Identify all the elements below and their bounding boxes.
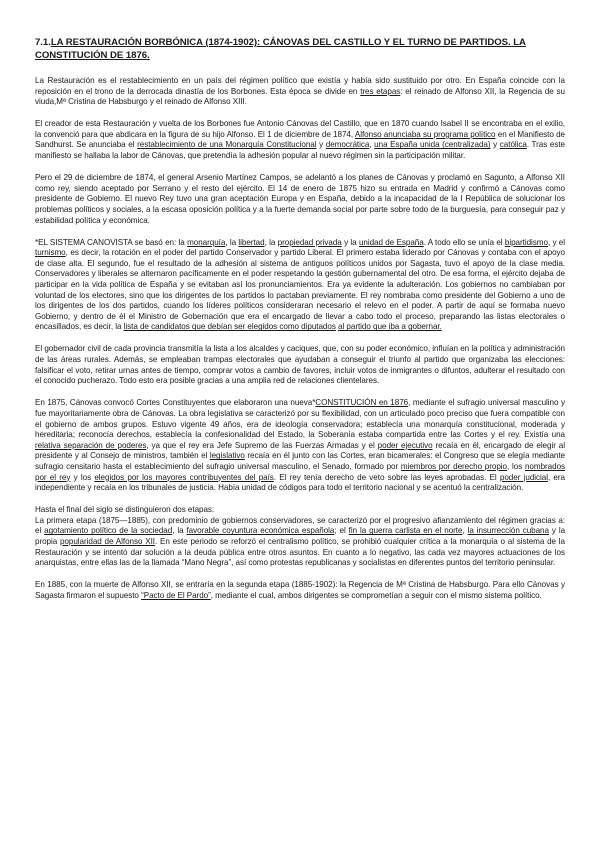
underlined-term: CONSTITUCIÓN en 1876	[315, 398, 409, 408]
underlined-term: legislativo	[209, 451, 245, 461]
title-text: LA RESTAURACIÓN BORBÓNICA (1874-1902): CÁNOVAS DEL CASTILLO Y EL TURNO DE PARTIDOS. LA CONSTITUCIÓN DE 1876.	[35, 37, 526, 61]
underlined-term: restablecimiento de una Monarquía Constitucional	[137, 140, 317, 150]
paragraph-sistema-canovista: *EL SISTEMA CANOVISTA se basó en: la monarquía, la libertad, la propiedad privada y la unidad de España. A todo ello se unía el bipartidismo, y el turnismo, es decir, la rotación en el poder del partido Conservador y partido Liberal. El primero estaba liderado por Cánovas y contaba con el apoyo de clase alta. El segundo, fue el resultado de la adhesión al sistema de antiguos políticos unidos por Sagasta, tuvo el apoyo de la clase media. Conservadores y liberales se alternaron pacíficamente en el poder respetando la gestión gubernamental del otro. De esa forma, el ejército dejaba de participar en la vida política de España y se evitaban así los pronunciamientos. Era ya evidente la adulteración. Los gobiernos no cambiaban por voluntad de los electores, sino que los dirigentes de los partidos lo pactaban previamente. El rey nombraba como presidente del Gobierno a uno de los dirigentes de los dos partidos, cuando los líderes políticos consideraran necesario el relevo en el poder. A partir de aquí se formaba nuevo Gobierno, y dentro de él el Ministro de Gobernación que era el encargado de llevar a cabo todo el proceso, preparando las listas electorales o encasillados, es decir, la lista de candidatos que debían ser elegidos como diputados al partido que iba a gobernar.	[35, 237, 566, 332]
paragraph-intro: La Restauración es el restablecimiento en un país del régimen político que existía y había sido sustituido por otro. En España coincide con la reposición en el trono de la derrocada dinastía de los Borbones. Esta época se divide en tres etapas: el reinado de Alfonso XII, la Regencia de su viuda,Mª Cristina de Habsburgo y el reinado de Alfonso XIII.	[35, 76, 565, 107]
paragraph-canovas: El creador de esta Restauración y vuelta de los Borbones fue Antonio Cánovas del Castillo, que en 1870 cuando Isabel II se encontraba en el exilio, la convenció para que abdicara en la figura de su hijo Alfonso. El 1 de diciembre de 1874, Alfonso anunciaba su programa político en el Manifiesto de Sandhurst. Se anunciaba el restablecimiento de una Monarquía Constitucional y democrática, una España unida (centralizada) y católica. Tras este manifiesto se hallaba la labor de Cánovas, que pretendía la adhesión popular al nuevo régimen sin la participación militar.	[35, 119, 565, 161]
page-title	[35, 36, 565, 62]
section-number: 7.1.	[35, 37, 51, 48]
paragraph-primera-etapa: La primera etapa (1875—1885), con predominio de gobiernos conservadores, se caracterizó por el progresivo afianzamiento del régimen gracias a: el agotamiento político de la sociedad, la favorable coyuntura económica española; el fin la guerra carlista en el norte, la insurrección cubana y la propia popularidad de Alfonso XII. En este periodo se reforzó el centralismo político, se prohibió cualquier crítica a la monarquía o al sistema de la Restauración y se intentó dar solución a la deuda pública entre otros asuntos. En cuanto a lo negativo, las cada vez mayores actuaciones de los anarquistas, entre ellas las de la llamada “Mano Negra”, así como protestas republicanas y socialistas en diferentes puntos del territorio peninsular.	[35, 515, 566, 568]
underlined-term: la insurrección cubana	[467, 526, 549, 536]
underlined-term: democrática	[325, 140, 370, 150]
underlined-term: agotamiento político de la sociedad	[44, 526, 173, 536]
underlined-term: turnismo	[35, 248, 66, 258]
underlined-term: Alfonso anunciaba su programa político	[354, 129, 496, 139]
underlined-term: al partido que iba a gobernar.	[338, 322, 442, 332]
underlined-term: unidad de España	[358, 237, 424, 247]
paragraph-etapas-heading: Hasta el final del siglo se distinguieron dos etapas:	[35, 505, 215, 515]
paragraph-segunda-etapa: En 1885, con la muerte de Alfonso XII, se entraría en la segunda etapa (1885-1902): la Regencia de Mª Cristina de Habsburgo. Para ello Cánovas y Sagasta firmaron el supuesto “Pacto de El Pardo”, mediante el cual, ambos dirigentes se comprometían a seguir con el mismo sistema político.	[35, 580, 565, 600]
underlined-term: propiedad privada	[277, 237, 342, 247]
underlined-term: poder judicial	[499, 472, 548, 482]
underlined-term: libertad	[238, 237, 265, 247]
underlined-term: popularidad de Alfonso XII	[60, 536, 155, 546]
underlined-term: fin la guerra carlista en el norte	[348, 526, 463, 536]
underlined-term: nombrados por el rey	[35, 461, 566, 482]
document-page	[35, 36, 565, 601]
underlined-term: tres etapas	[360, 86, 401, 96]
underlined-term: monarquía	[187, 237, 226, 247]
underlined-term: miembros por derecho propio	[400, 461, 508, 471]
underlined-term: bipartidismo	[504, 237, 548, 247]
underlined-term: elegidos por los mayores contribuyentes del país	[94, 472, 274, 482]
paragraph-caciquismo: El gobernador civil de cada provincia transmitía la lista a los alcaldes y caciques, que, con su poder económico, influían en la política y administración de las áreas rurales. Además, se empleaban trampas electorales que ayudaban a conseguir el triunfo al partido que organizaba las elecciones: falsificar el voto, retirar urnas antes de tiempo, comprar votos a cambio de favores, incluir votos de inmigrantes o difuntos, adulterar el resultado con el conocido pucherazo. Todo esto era posible gracias a una amplia red de relaciones clientelares.	[35, 344, 565, 386]
underlined-term: católica	[499, 140, 527, 150]
paragraph-proclamation: Pero el 29 de diciembre de 1874, el general Arsenio Martínez Campos, se adelantó a los planes de Cánovas y proclamó en Sagunto, a Alfonso XII como rey, siendo aceptado por Serrano y el resto del ejército. El 14 de enero de 1875 hizo su entrada en Madrid y confirmó a Cánovas como presidente de Gobierno. El nuevo Rey tuvo una gran aceptación Europa y en España, debido a la incapacidad de la I República de solucionar los problemas políticos y sociales, a la escasa oposición política y a la fuerte demanda social por parte sobre todo de la burguesía, para conseguir paz y estabilidad política y económica.	[35, 173, 565, 225]
underlined-term: “Pacto de El Pardo”	[141, 590, 211, 600]
underlined-term: poder ejecutivo	[377, 440, 433, 450]
underlined-term: relativa separación de poderes	[35, 440, 147, 450]
paragraph-constitucion: En 1875, Cánovas convocó Cortes Constituyentes que elaboraron una nueva*CONSTITUCIÓN en 1876, mediante el sufragio universal masculino y fue mayoritariamente obra de Cánovas. La obra legislativa se caracterizó por su flexibilidad, con un articulado poco preciso que fuera compatible con el gobierno de ambos grupos. Estuvo vigente 49 años, era de ideología conservadora; establecía una monarquía constitucional, moderada y hereditaria; reconocía derechos, establecía la confesionalidad del Estado, la Soberanía estaba compartida entre las Cortes y el rey. Existía una relativa separación de poderes, ya que el rey era Jefe Supremo de las Fuerzas Armadas y el poder ejecutivo recaía en él, encargado de elegir al presidente y al Consejo de ministros, también el legislativo recaía en él junto con las Cortes, eran bicamerales: el Congreso que se elegía mediante sufragio censitario hasta el establecimiento del sufragio universal masculino, el Senado, formado por miembros por derecho propio, los nombrados por el rey y los elegidos por los mayores contribuyentes del país. El rey tenía derecho de veto sobre las leyes aprobadas. El poder judicial, era independiente y recaía en los tribunales de justicia. Había unidad de códigos para todo el territorio nacional y se acentuó la centralización.	[35, 398, 566, 493]
underlined-term: una España unida (centralizada)	[374, 140, 491, 150]
underlined-term: favorable coyuntura económica española	[186, 526, 335, 536]
underlined-term: lista de candidatos que debían ser elegidos como diputados	[123, 322, 336, 332]
